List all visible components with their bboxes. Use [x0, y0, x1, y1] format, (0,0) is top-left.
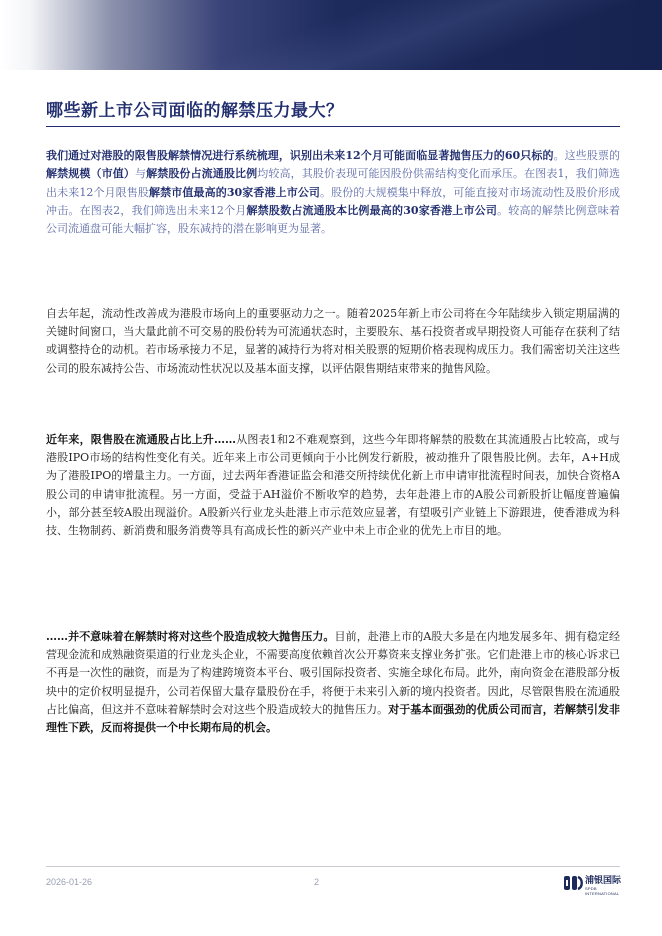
paragraph-3-body: 目前，赴港上市的A股大多是在内地发展多年、拥有稳定经营现金流和成熟融资渠道的行业龙头企业，不需要高度依赖首次公开募资来支撑业务扩张。它们赴港上市的核心诉求已不再是一次性的融资，而是为了构建跨境资本平台、吸引国际投资者、实施全球化布局。此外，南向资金在港股部分板块中的定价权明显提升，公司若保留大量存量股份在手，将便于未来引入新的境内投资者。因此，尽管限售股在流通股占比偏高，但这并不意味着解禁时会对这些个股造成较大的抛售压力。 — [46, 630, 620, 716]
summary-highlight-value: 解禁规模（市值） — [46, 167, 135, 181]
summary-text: 与 — [134, 167, 147, 181]
footer-divider — [46, 866, 620, 867]
summary-box — [46, 147, 620, 295]
summary-highlight-chart1: 解禁市值最高的30家香港上市公司 — [149, 185, 321, 199]
paragraph-3-conclusion: 对于基本面强劲的优质公司而言，若解禁引发非理性下跌，反而将提供一个中长期布局的机会。 — [46, 702, 620, 735]
paragraph-2-lead: 近年来，限售股在流通股占比上升…… — [46, 433, 236, 446]
body-paragraph-2 — [46, 431, 620, 616]
body-paragraph-3 — [46, 628, 620, 796]
footer-date: 2026-01-26 — [46, 877, 93, 887]
paragraph-2-body: 从图表1和2不难观察到，这些今年即将解禁的股数在其流通股占比较高，或与港股IPO市场的结构性变化有关。近年来上市公司更倾向于小比例发行新股，被动推升了限售股比例。去年，A+H成为了港股IPO的增量主力。一方面，过去两年香港证监会和港交所持续优化新上市申请审批流程时间表，加快合资格A股公司的申请审批流程。另一方面，受益于AH溢价不断收窄的趋势，去年赴港上市的A股公司新股折让幅度普遍偏小，部分甚至较A股出现溢价。A股新兴行业龙头赴港上市示范效应显著，有望吸引产业链上下游跟进，使香港成为科技、生物制药、新消费和服务消费等具有高成长性的新兴产业中未上市企业的优先上市目的地。 — [46, 433, 620, 538]
header-banner-decoration — [0, 0, 662, 70]
spdb-intl-logo-icon — [563, 873, 583, 893]
summary-text: 。股份的大规模集中释放，可能直接对市场流动性及股价形成冲击。在图表2，我们筛选出未来12个月 — [46, 185, 620, 217]
body-paragraph-1: 自去年起，流动性改善成为港股市场向上的重要驱动力之一。随着2025年新上市公司将在今年陆续步入锁定期届满的关键时间窗口，当大量此前不可交易的股份转为可流通状态时，主要股东、基石投资者或早期投资人可能存在获利了结或调整持仓的动机。若市场承接力不足，显著的减持行为将对相关股票的短期价格表现构成压力。我们需密切关注这些公司的股东减持公告、市场流动性状况以及基本面支撑，以评估限售期结束带来的抛售风险。 — [46, 307, 620, 375]
page-number: 2 — [314, 877, 320, 887]
page-title: 哪些新上市公司面临的解禁压力最大？ — [46, 101, 344, 121]
company-logo — [563, 872, 625, 898]
summary-lead: 我们通过对港股的限售股解禁情况进行系统梳理，识别出未来12个月可能面临显著抛售压力的60只标的 — [46, 149, 554, 162]
title-divider — [46, 126, 620, 127]
summary-text: 。这些股票的 — [553, 149, 620, 162]
summary-text: 均较高，其股价表现可能因股份供需结构变化而承压。在图表1，我们筛选出未来12个月限售股 — [46, 167, 620, 199]
paragraph-3-lead: ……并不意味着在解禁时将对这些个股造成较大抛售压力。 — [46, 630, 335, 643]
summary-text: 。较高的解禁比例意味着公司流通盘可能大幅扩容，股东减持的潜在影响更为显著。 — [46, 203, 620, 236]
summary-highlight-ratio: 解禁股份占流通股比例 — [146, 167, 258, 181]
logo-name: 浦银国际 — [585, 876, 622, 886]
summary-highlight-chart2: 解禁股数占流通股本比例最高的30家香港上市公司 — [246, 203, 498, 217]
header-banner — [0, 0, 662, 70]
logo-subtitle: SPDB INTERNATIONAL — [585, 886, 620, 896]
